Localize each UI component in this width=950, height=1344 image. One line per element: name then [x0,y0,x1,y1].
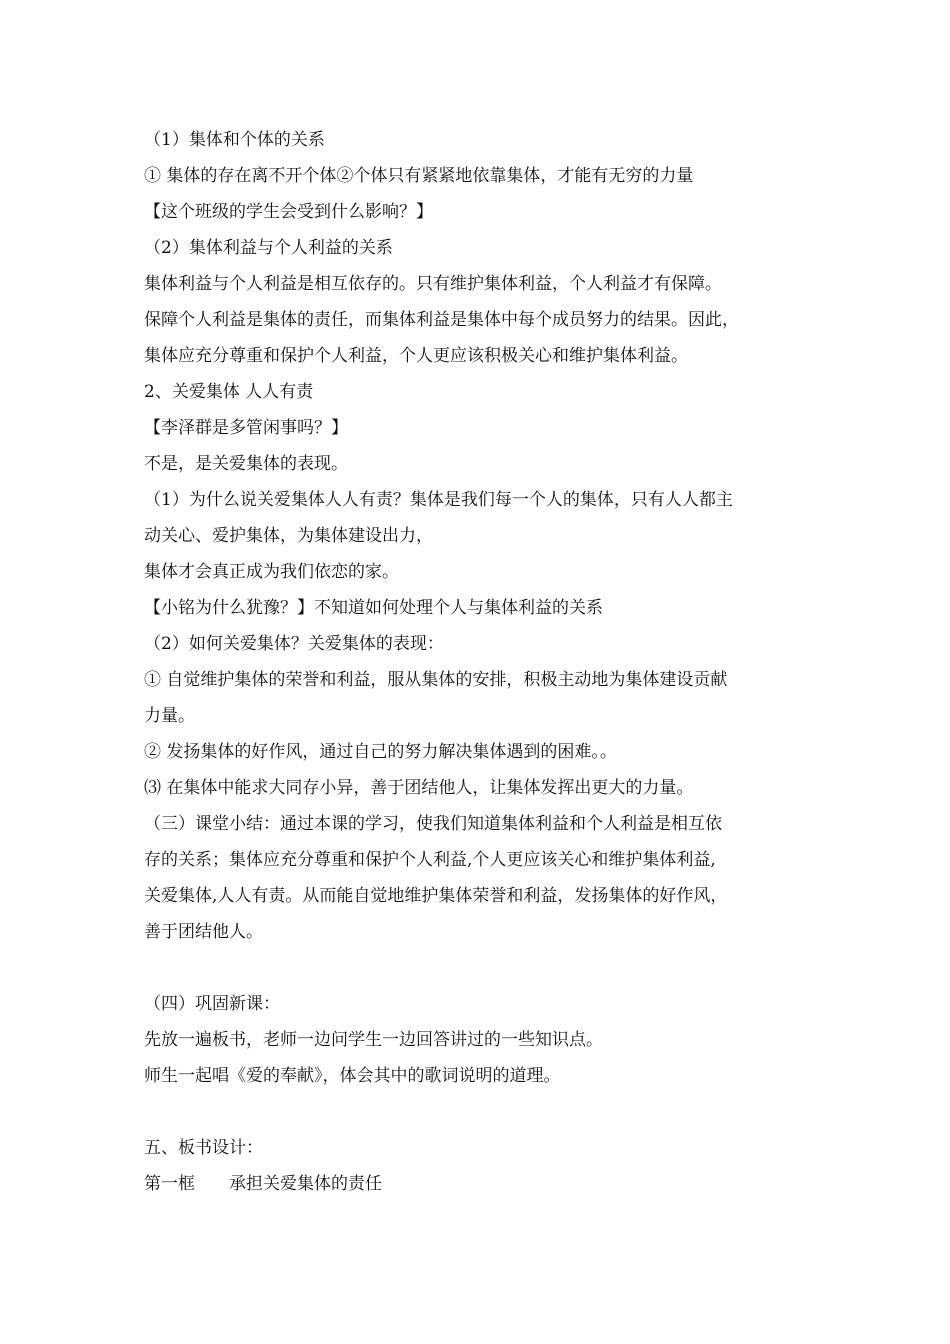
section-heading-consolidate: （四）巩固新课： [144,994,280,1014]
list-item-continuation: 力量。 [144,706,195,726]
paragraph-line: 集体才会真正成为我们依恋的家。 [144,562,399,582]
board-design-title: 第一框 承担关爱集体的责任 [144,1174,382,1194]
paragraph-line: 存的关系；集体应充分尊重和保护个人利益,个人更应该关心和维护集体利益, [144,850,716,870]
paragraph-line: 师生一起唱《爱的奉献》，体会其中的歌词说明的道理。 [144,1066,561,1086]
paragraph-line: 先放一遍板书，老师一边问学生一边回答讲过的一些知识点。 [144,1030,603,1050]
subsection-heading-collective-individual: （1）集体和个体的关系 [144,130,325,150]
paragraph-line: 关爱集体,人人有责。从而能自觉地维护集体荣誉和利益，发扬集体的好作风， [144,886,728,906]
paragraph-line: 不是，是关爱集体的表现。 [144,454,348,474]
paragraph-line: 善于团结他人。 [144,922,263,942]
question-prompt: 【这个班级的学生会受到什么影响？】 [144,202,433,222]
subsection-heading-how-to-care: （2）如何关爱集体？关爱集体的表现： [144,634,444,654]
blank-line [144,950,824,986]
document-body [144,122,824,1202]
paragraph-line: （1）为什么说关爱集体人人有责？集体是我们每一个人的集体，只有人人都主 [144,490,733,510]
question-prompt: 【小铭为什么犹豫？】不知道如何处理个人与集体利益的关系 [144,598,603,618]
paragraph-line: ① 集体的存在离不开个体②个体只有紧紧地依靠集体，才能有无穷的力量 [144,166,694,186]
paragraph-line: 集体应充分尊重和保护个人利益，个人更应该积极关心和维护集体利益。 [144,346,688,366]
paragraph-line: 集体利益与个人利益是相互依存的。只有维护集体利益，个人利益才有保障。 [144,274,722,294]
question-prompt: 【李泽群是多管闲事吗？】 [144,418,348,438]
section-heading-care-collective: 2、关爱集体 人人有责 [144,382,314,402]
paragraph-line: 保障个人利益是集体的责任，而集体利益是集体中每个成员努力的结果。因此， [144,310,739,330]
paragraph-line: 动关心、爱护集体，为集体建设出力， [144,526,433,546]
list-item: ① 自觉维护集体的荣誉和利益，服从集体的安排，积极主动地为集体建设贡献 [144,670,728,690]
list-item: ② 发扬集体的好作风，通过自己的努力解决集体遇到的困难。。 [144,742,617,762]
summary-heading-line: （三）课堂小结：通过本课的学习，使我们知道集体利益和个人利益是相互依 [144,814,722,834]
blank-line [144,1094,824,1130]
subsection-heading-interests: （2）集体利益与个人利益的关系 [144,238,393,258]
list-item: ⑶ 在集体中能求大同存小异，善于团结他人，让集体发挥出更大的力量。 [144,778,694,798]
section-heading-board-design: 五、板书设计： [144,1138,263,1158]
